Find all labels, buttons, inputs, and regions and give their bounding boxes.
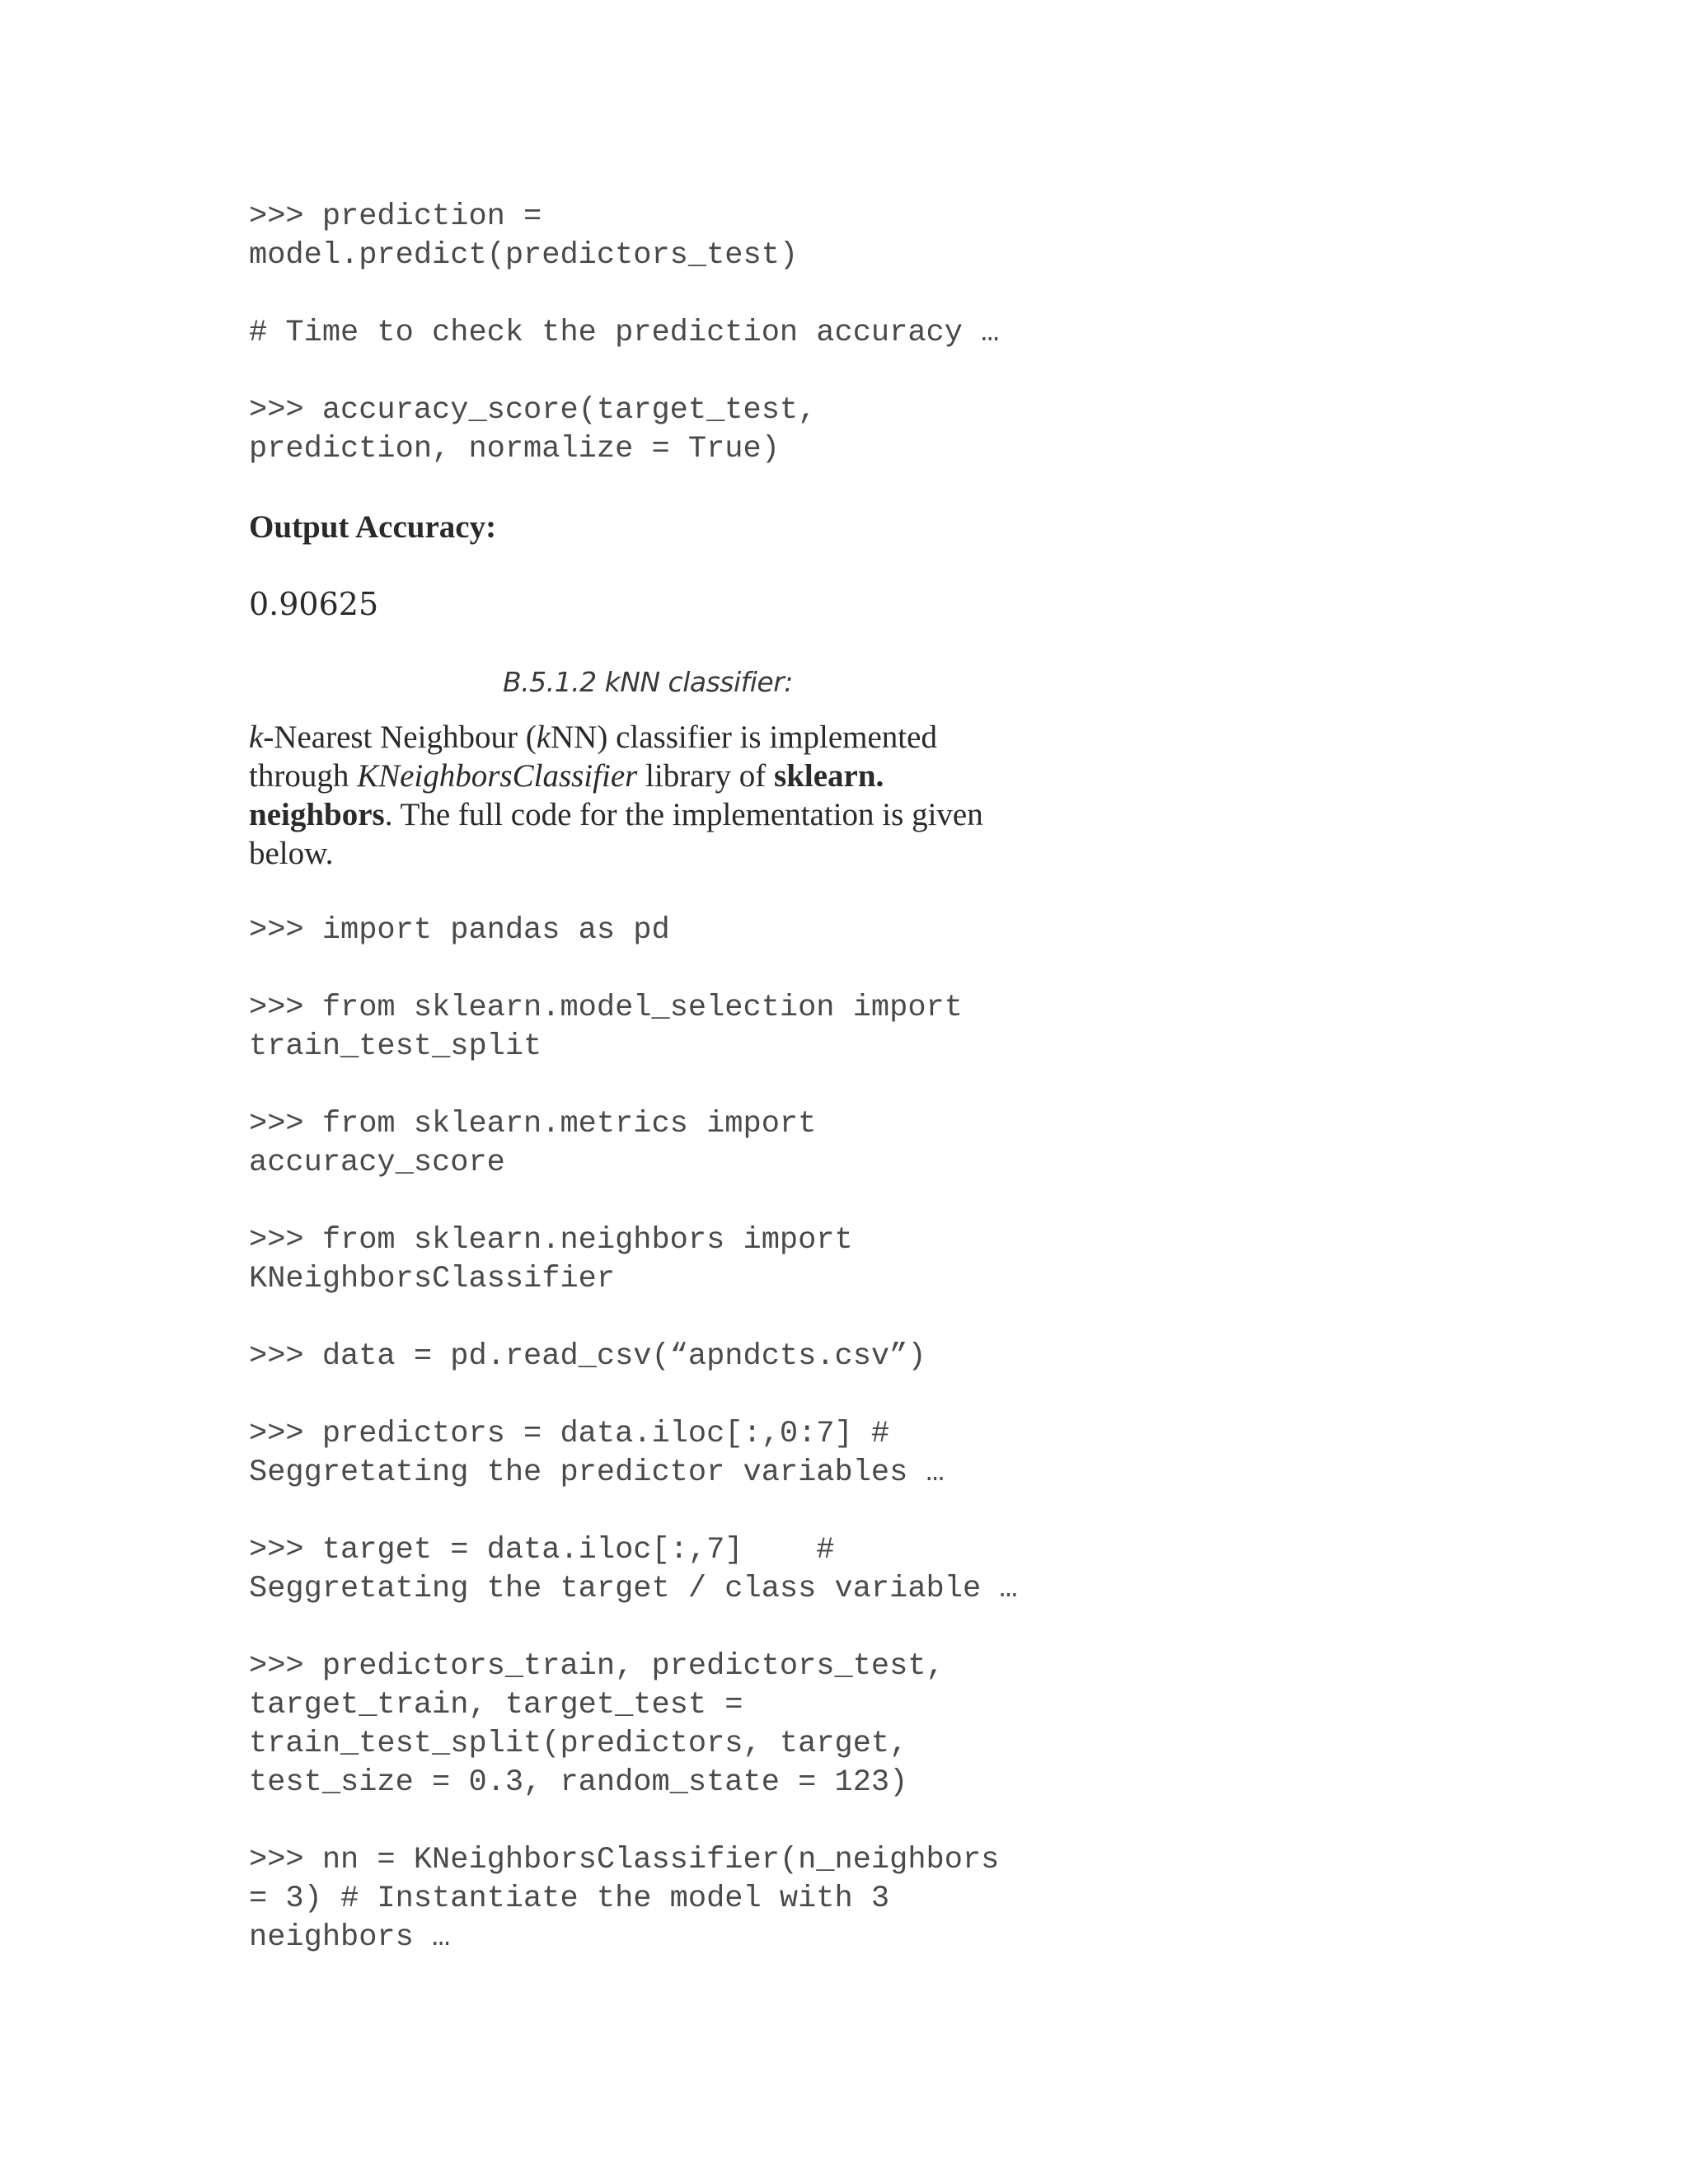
code-comment-accuracy: # Time to check the prediction accuracy … <box>249 316 1000 350</box>
code-line: neighbors … <box>249 1920 451 1955</box>
section-subheading: B.5.1.2 kNN classifier: <box>503 666 793 698</box>
code-listing <box>249 912 1073 1957</box>
code-accuracy-line-1: >>> accuracy_score(target_test, <box>249 393 817 428</box>
para-text-1: -Nearest Neighbour ( <box>263 719 537 755</box>
para-text-4: . The full code for the implementation is given below. <box>249 797 983 871</box>
para-k-2: k <box>536 719 551 755</box>
output-accuracy-heading: Output Accuracy: <box>249 509 497 545</box>
para-text-3: library of <box>637 758 775 794</box>
code-line: Seggretating the predictor variables … <box>249 1455 945 1490</box>
code-line: train_test_split(predictors, target, <box>249 1727 908 1761</box>
code-line: >>> from sklearn.model_selection import <box>249 991 963 1025</box>
output-accuracy-value: 0.90625 <box>249 586 379 622</box>
code-line: KNeighborsClassifier <box>249 1262 616 1296</box>
code-line: Seggretating the target / class variable … <box>249 1572 1018 1606</box>
code-line: >>> data = pd.read_csv(“apndcts.csv”) <box>249 1339 926 1374</box>
code-line: accuracy_score <box>249 1146 505 1180</box>
code-line: >>> nn = KNeighborsClassifier(n_neighbors <box>249 1843 1000 1877</box>
code-line: target_train, target_test = <box>249 1688 743 1722</box>
code-line: >>> from sklearn.metrics import <box>249 1107 817 1141</box>
para-k: k <box>249 719 264 755</box>
code-line: >>> from sklearn.neighbors import <box>249 1223 853 1258</box>
code-line: test_size = 0.3, random_state = 123) <box>249 1765 908 1800</box>
para-text-2: NN) classifier is implemented through <box>249 719 937 794</box>
code-line: = 3) # Instantiate the model with 3 <box>249 1882 890 1916</box>
code-prediction-line-1: >>> prediction = <box>249 199 542 234</box>
para-module-1: sklearn. <box>774 758 884 794</box>
code-line: >>> target = data.iloc[:,7] # <box>249 1533 835 1568</box>
para-library-name: KNeighborsClassifier <box>357 758 638 794</box>
code-line: >>> import pandas as pd <box>249 913 670 948</box>
section-paragraph <box>249 718 991 873</box>
code-accuracy-line-2: prediction, normalize = True) <box>249 432 780 466</box>
code-line: >>> predictors_train, predictors_test, <box>249 1649 945 1684</box>
para-module-2: neighbors <box>249 797 385 832</box>
code-line: train_test_split <box>249 1029 542 1064</box>
code-prediction-line-2: model.predict(predictors_test) <box>249 238 799 273</box>
document-page <box>249 198 1073 1957</box>
code-line: >>> predictors = data.iloc[:,0:7] # <box>249 1417 890 1451</box>
